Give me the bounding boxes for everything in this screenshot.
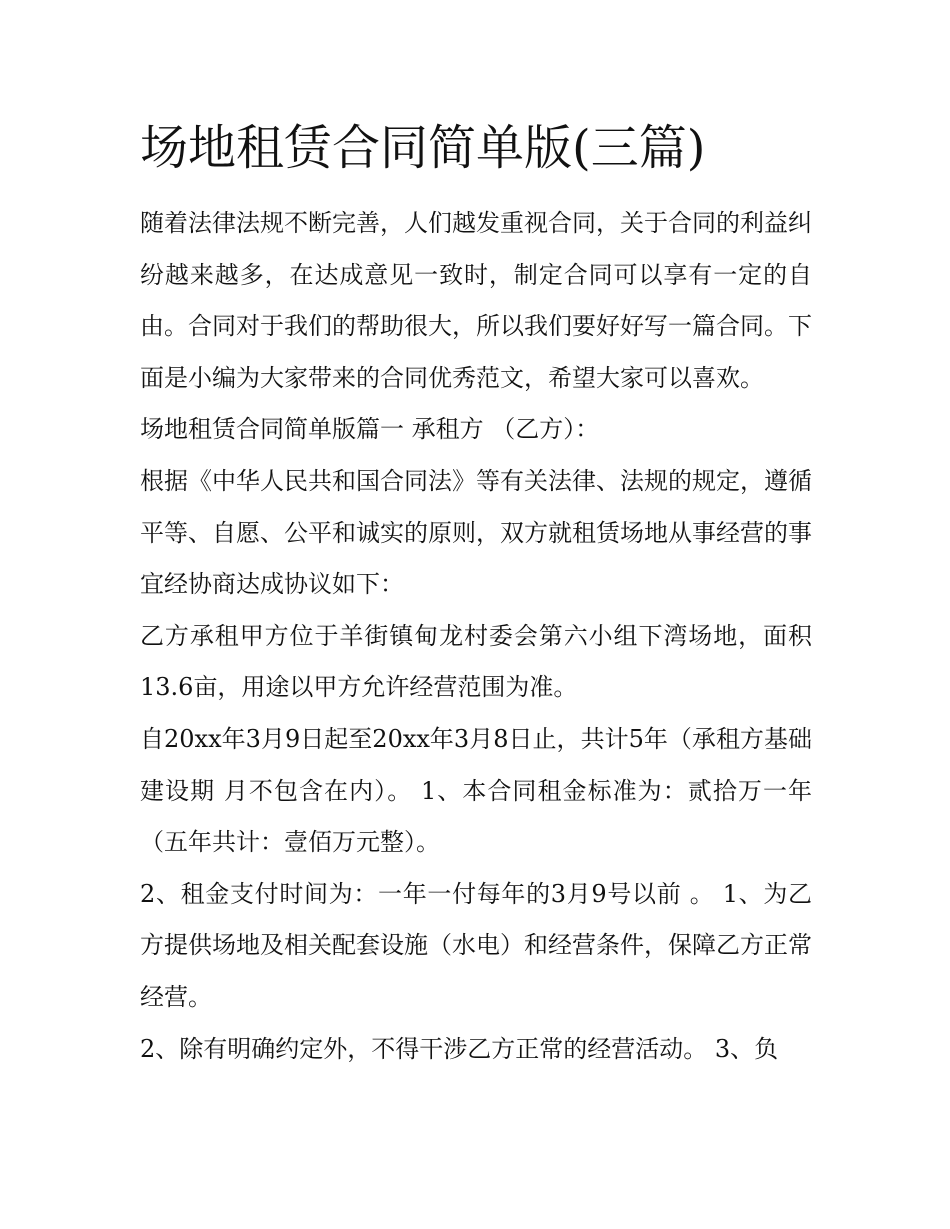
paragraph-term-rent: 自20xx年3月9日起至20xx年3月8日止，共计5年（承租方基础建设期 月不包含在内）。 1、本合同租金标准为：贰拾万一年（五年共计：壹佰万元整）。	[140, 724, 812, 857]
document-title: 场地租赁合同简单版(三篇)	[140, 120, 706, 176]
paragraph-obligations: 2、除有明确约定外，不得干涉乙方正常的经营活动。 3、负	[140, 1034, 779, 1063]
document-page	[140, 112, 812, 1075]
paragraph-premises: 乙方承租甲方位于羊街镇甸龙村委会第六小组下湾场地，面积13.6亩，用途以甲方允许经营范围为准。	[140, 621, 812, 702]
paragraph-legal-basis: 根据《中华人民共和国合同法》等有关法律、法规的规定，遵循平等、自愿、公平和诚实的原则，双方就租赁场地从事经营的事宜经协商达成协议如下：	[140, 466, 812, 599]
paragraph-intro: 随着法律法规不断完善，人们越发重视合同，关于合同的利益纠纷越来越多，在达成意见一致时，制定合同可以享有一定的自由。合同对于我们的帮助很大，所以我们要好好写一篇合同。下面是小编为大家带来的合同优秀范文，希望大家可以喜欢。	[140, 209, 812, 392]
paragraph-section-heading: 场地租赁合同简单版篇一 承租方 （乙方）：	[140, 415, 600, 444]
document-body	[140, 198, 812, 1075]
paragraph-payment: 2、租金支付时间为：一年一付每年的3月9号以前 。 1、为乙方提供场地及相关配套设施（水电）和经营条件，保障乙方正常经营。	[140, 879, 812, 1011]
